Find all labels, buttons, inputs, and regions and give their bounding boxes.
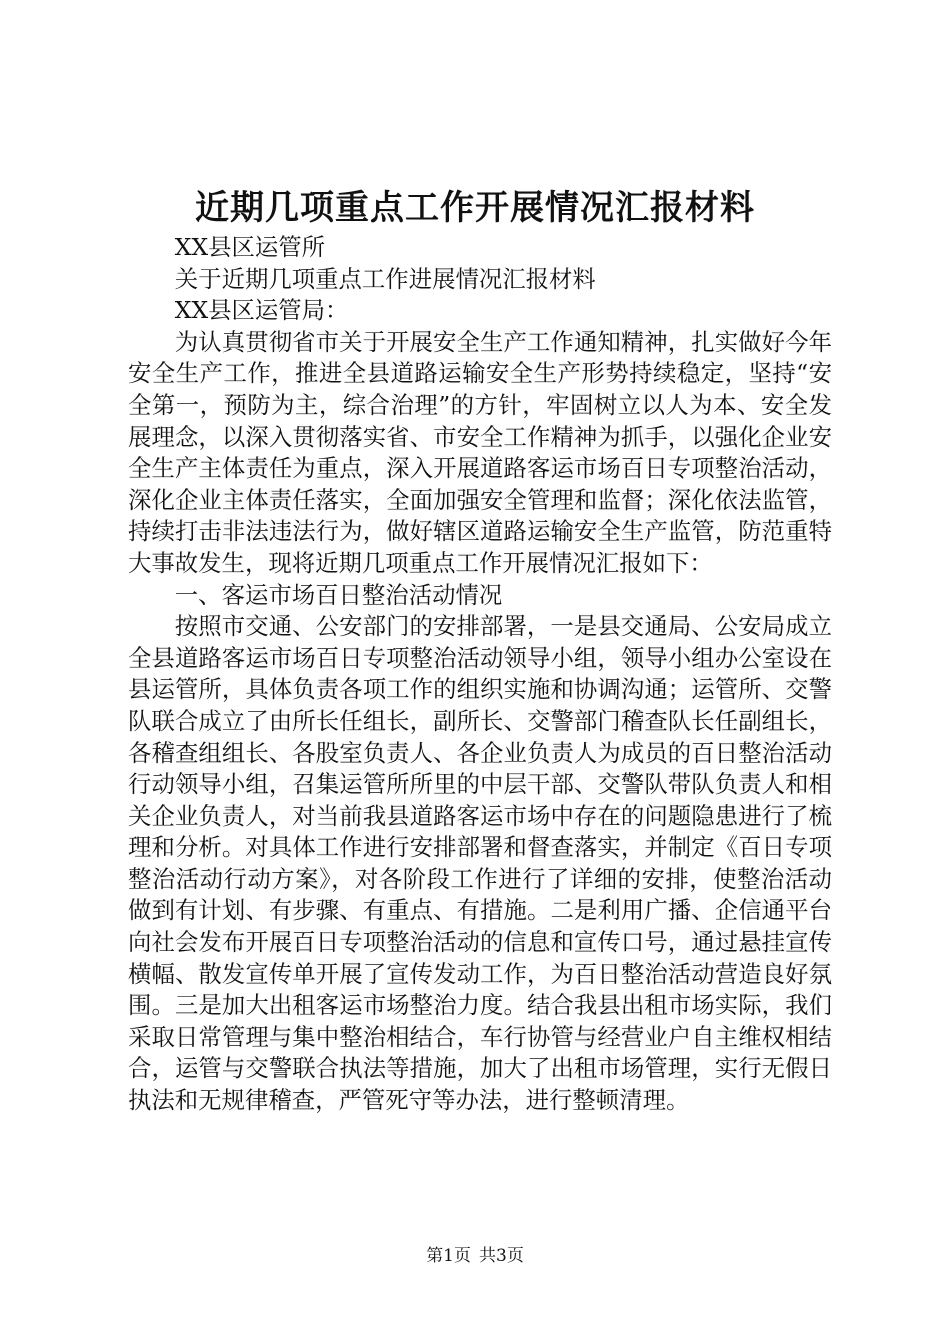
sender-line: XX县区运管所 [174, 233, 326, 261]
section-heading: 一、客运市场百日整治活动情况 [174, 580, 503, 609]
subject-line: 关于近期几项重点工作进展情况汇报材料 [174, 264, 596, 293]
page-total: 共3页 [479, 1246, 524, 1266]
document-title: 近期几项重点工作开展情况汇报材料 [195, 188, 755, 228]
intro-paragraph: 为认真贯彻省市关于开展安全生产工作通知精神，扎实做好今年安全生产工作，推进全县道路运输安全生产形势持续稳定，坚持“安全第一，预防为主，综合治理”的方针，牢固树立以人为本、安全发展理念，以深入贯彻落实省、市安全工作精神为抓手，以强化企业安全生产主体责任为重点，深入开展道路客运市场百日专项整治活动，深化企业主体责任落实，全面加强安全管理和监督；深化依法监管，持续打击非法违法行为，做好辖区道路运输安全生产监管，防范重特大事故发生，现将近期几项重点工作开展情况汇报如下： [128, 327, 832, 577]
document-body [128, 232, 832, 1117]
page-footer [0, 1245, 950, 1267]
recipient-line: XX县区运管局： [174, 296, 349, 325]
page-number: 第1页 [426, 1246, 471, 1266]
section-paragraph: 按照市交通、公安部门的安排部署，一是县交通局、公安局成立全县道路客运市场百日专项整治活动领导小组，领导小组办公室设在县运管所，具体负责各项工作的组织实施和协调沟通；运管所、交警队联合成立了由所长任组长，副所长、交警部门稽查队长任副组长，各稽查组组长、各股室负责人、各企业负责人为成员的百日整治活动行动领导小组，召集运管所所里的中层干部、交警队带队负责人和相关企业负责人，对当前我县道路客运市场中存在的问题隐患进行了梳理和分析。对具体工作进行安排部署和督查落实，并制定《百日专项整治活动行动方案》，对各阶段工作进行了详细的安排，使整治活动做到有计划、有步骤、有重点、有措施。二是利用广播、企信通平台向社会发布开展百日专项整治活动的信息和宣传口号，通过悬挂宣传横幅、散发宣传单开展了宣传发动工作，为百日整治活动营造良好氛围。三是加大出租客运市场整治力度。结合我县出租市场实际，我们采取日常管理与集中整治相结合，车行协管与经营业户自主维权相结合，运管与交警联合执法等措施，加大了出租市场管理，实行无假日执法和无规律稽查，严管死守等办法，进行整顿清理。 [128, 612, 832, 1115]
